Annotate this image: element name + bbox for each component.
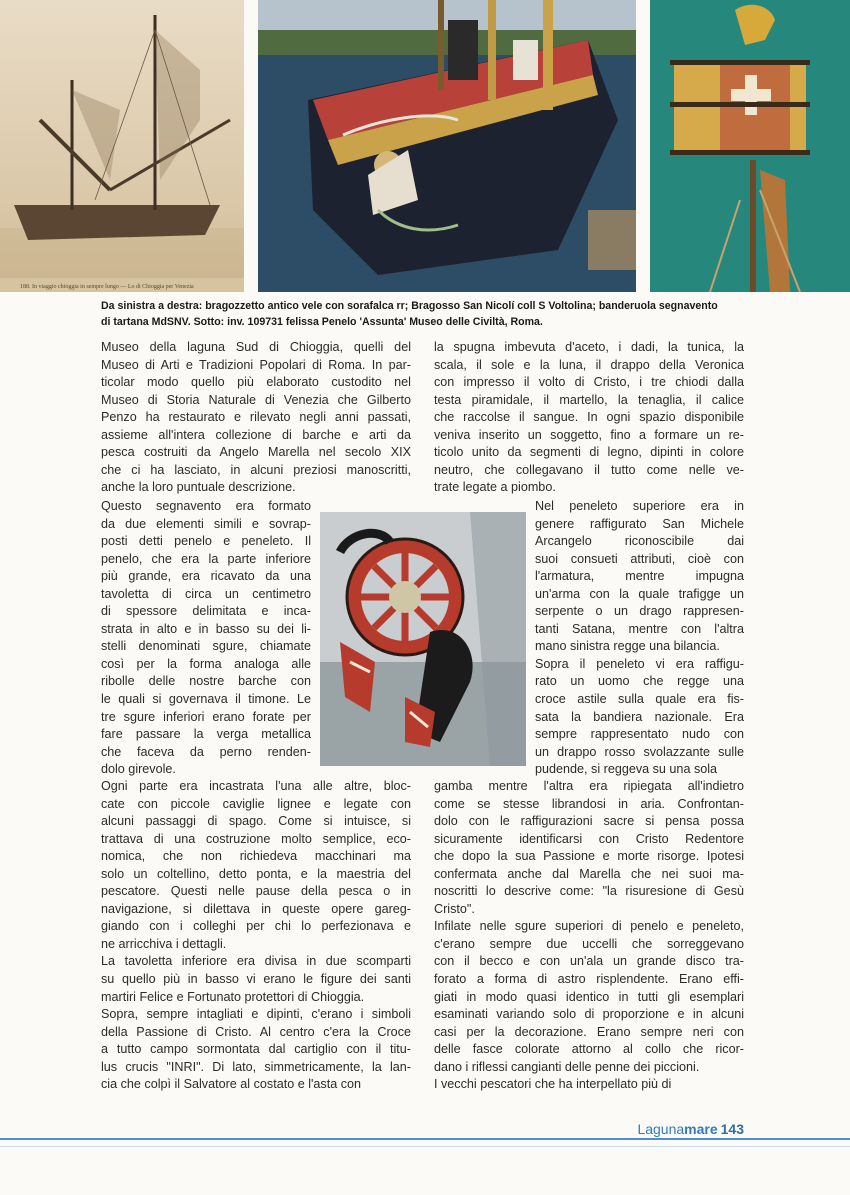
text-line: con impresso il volto di Cristo, i tre chiodi dalla xyxy=(434,375,744,390)
text-line: anche la loro puntuale descrizione. xyxy=(101,480,296,495)
text-line: l'armatura, mentre impugna xyxy=(535,569,744,584)
figure-caption xyxy=(101,298,761,330)
page-folio xyxy=(637,1121,744,1137)
text-line: genere raffigurato San Michele xyxy=(535,516,744,531)
text-line: ticolo unito da segmenti di legno, dipinti in colore xyxy=(434,445,744,460)
text-line: navigazione, si dilettava in queste opere gareg- xyxy=(101,901,411,916)
text-line: c'erano sempre due uccelli che sorreggevano xyxy=(434,936,744,951)
text-line: rato un uomo che regge una xyxy=(535,674,744,689)
text-line: solo un coltellino, detto ponta, e la maestria del xyxy=(101,866,411,881)
text-line: Nel peneleto superiore era in xyxy=(535,499,744,513)
text-line: mano sinistra regge una bilancia. xyxy=(535,639,720,654)
caption-line-2: di tartana MdSNV. Sotto: inv. 109731 felissa Penelo 'Assunta' Museo delle Civiltà, Roma. xyxy=(101,316,543,328)
text-line: a tutto campo sormontata dal cartiglio con il titu- xyxy=(101,1042,411,1057)
text-line: alcuni passaggi di spago. Come si intuisce, si xyxy=(101,814,411,829)
text-line: La tavoletta inferiore era divisa in due scomparti xyxy=(101,954,411,969)
text-line: pesca costruiti da Angelo Marella nel secolo XIX xyxy=(101,445,411,460)
text-line: serpente o un drago rappresen- xyxy=(535,604,744,619)
text-line: suoi consueti attributi, cioè con xyxy=(535,551,744,566)
text-line: le quali si governava il timone. Le xyxy=(101,692,311,707)
text-line: trattava di una costruzione molto semplice, eco- xyxy=(101,831,411,846)
text-line: Sopra il peneleto vi era raffigu- xyxy=(535,656,744,671)
text-line: confermata anche dal Marella che nei suoi ma- xyxy=(434,866,744,881)
column-right-top xyxy=(434,339,744,497)
text-line: fare passare la verga metallica xyxy=(101,727,311,742)
text-line: cate con piccole caviglie lignee e legate con xyxy=(101,796,411,811)
text-line: neutro, che collegavano il tutto come nelle ve- xyxy=(434,462,744,477)
photo-penelo-assunta xyxy=(320,512,526,766)
text-line: sata la bandiera nazionale. Era xyxy=(535,709,744,724)
brand-laguna: Laguna xyxy=(637,1121,685,1137)
brand-mare: mare xyxy=(684,1121,718,1137)
text-line: da due elementi simili e sovrap- xyxy=(101,516,311,531)
text-line: noscritti lo descrive come: "la risuresione di Gesù xyxy=(434,884,744,899)
text-line: delle fasce colorate attorno al collo che ricor- xyxy=(434,1042,744,1057)
column-right-bottom xyxy=(434,778,744,1094)
text-line: ticolar modo quello più elaborato custodito nel xyxy=(101,375,411,390)
column-left-bottom xyxy=(101,778,411,1094)
text-line: della Passione di Cristo. Al centro c'era la Croce xyxy=(101,1024,411,1039)
text-line: ribolle delle nostre barche con xyxy=(101,674,311,689)
caption-line-1: Da sinistra a destra: bragozzetto antico vele con sorafalca rr; Bragosso San Nicolí coll S Voltolina; banderuola segnavento xyxy=(101,300,718,312)
text-line: dano i riflessi cangianti delle penne dei piccioni. xyxy=(434,1059,700,1074)
text-line: su quello più in basso vi erano le figure dei santi xyxy=(101,972,411,987)
text-line: Arcangelo riconoscibile dai xyxy=(535,534,744,549)
text-line: Penzo ha restaurato e rilevato negli anni passati, xyxy=(101,410,411,425)
photo-bragozzetto xyxy=(0,0,244,292)
text-line: la spugna imbevuta d'aceto, i dadi, la tunica, la xyxy=(434,340,744,354)
text-line: martiri Felice e Fortunato protettori di Chioggia. xyxy=(101,989,365,1004)
text-line: croce astile sulla quale era fis- xyxy=(535,692,744,707)
footer-rule xyxy=(0,1138,850,1140)
text-line: I vecchi pescatori che ha interpellato più di xyxy=(434,1077,672,1092)
text-line: ne arricchiva i dettagli. xyxy=(101,936,227,951)
text-line: di spessore delimitata e inca- xyxy=(101,604,311,619)
text-line: veniva inserito un soggetto, fino a formare un re- xyxy=(434,427,744,442)
column-left-wrap xyxy=(101,498,311,779)
text-line: dolo girevole. xyxy=(101,762,176,777)
text-line: Questo segnavento era formato xyxy=(101,499,311,513)
text-line: assieme all'intera collezione di barche e arti da xyxy=(101,427,411,442)
text-line: nomica, che non richiedeva macchinari ma xyxy=(101,849,411,864)
text-line: scala, il sole e la luna, il drappo della Veronica xyxy=(434,357,744,372)
text-line: casi per la decorazione. Erano sempre neri con xyxy=(434,1024,744,1039)
text-line: Museo della laguna Sud di Chioggia, quelli del xyxy=(101,340,411,354)
text-line: esaminati variando solo di proporzione e in alcuni xyxy=(434,1007,744,1022)
text-line: tanti Satana, mentre con l'altra xyxy=(535,621,744,636)
text-line: Ogni parte era incastrata l'una alle altre, bloc- xyxy=(101,779,411,793)
text-line: posti detti penelo e peneleto. Il xyxy=(101,534,311,549)
text-line: testa piramidale, il martello, la tenaglia, il calice xyxy=(434,392,744,407)
text-line: un'arma con la quale trafigge un xyxy=(535,586,744,601)
text-line: con il becco e con un'ala un grande disco tra- xyxy=(434,954,744,969)
text-line: che dopo la sua Passione e morte risorge. Ipotesi xyxy=(434,849,744,864)
text-line: più grande, era ricavato da una xyxy=(101,569,311,584)
text-line: che ci ha lasciato, in alcuni preziosi manoscritti, xyxy=(101,462,411,477)
page-number: 143 xyxy=(720,1121,744,1137)
text-line: trate legate a piombo. xyxy=(434,480,556,495)
text-line: pescatore. Questi nelle pause della pesca o in xyxy=(101,884,411,899)
text-line: forato a forma di astro risplendente. Erano effi- xyxy=(434,972,744,987)
text-line: Museo di Arti e Tradizioni Popolari di Roma. In par- xyxy=(101,357,411,372)
text-line: pudende, si reggeva su una sola xyxy=(535,762,718,777)
text-line: Infilate nelle sgure superiori di penelo e peneleto, xyxy=(434,919,744,934)
text-line: cia che colpì il Salvatore al costato e l'asta con xyxy=(101,1077,362,1092)
text-line: giando con i colleghi per chi lo perfezionava e xyxy=(101,919,411,934)
text-line: che faceva da perno renden- xyxy=(101,744,311,759)
text-line: Cristo". xyxy=(434,901,475,916)
text-line: lus crucis "INRI". Di lato, simmetricamente, la lan- xyxy=(101,1059,411,1074)
footer-rule-light xyxy=(0,1146,850,1147)
text-line: gamba mentre l'altra era ripiegata all'indietro xyxy=(434,779,744,793)
text-line: strata in alto e in basso su dei li- xyxy=(101,621,311,636)
text-line: Sopra, sempre intagliati e dipinti, c'erano i simboli xyxy=(101,1007,411,1022)
text-line: sempre rappresentato nudo con xyxy=(535,727,744,742)
column-left-top xyxy=(101,339,411,497)
text-line: come se stesse librandosi in aria. Confrontan- xyxy=(434,796,744,811)
photo-caption-text: 188. In viaggio chioggia in sempre lungo — Lo di Chioggia per Venezia xyxy=(20,284,194,290)
text-line: così per la forma analoga alle xyxy=(101,656,311,671)
text-line: Museo di Storia Naturale di Venezia che Gilberto xyxy=(101,392,411,407)
photo-bragosso-san-nicoli xyxy=(258,0,636,292)
text-line: tavoletta di circa un centimetro xyxy=(101,586,311,601)
text-line: un drappo rosso svolazzante sulle xyxy=(535,744,744,759)
column-right-wrap xyxy=(535,498,744,779)
text-line: penelo, che era la parte inferiore xyxy=(101,551,311,566)
text-line: sicuramente identificarsi con Cristo Redentore xyxy=(434,831,744,846)
text-line: tre sgure inferiori erano forate per xyxy=(101,709,311,724)
text-line: stelli denominati sgure, chiamate xyxy=(101,639,311,654)
photo-banderuola-segnavento xyxy=(650,0,850,292)
text-line: giati in modo quasi identico in tutti gli esemplari xyxy=(434,989,744,1004)
text-line: dolo con le raffigurazioni sacre si pensa possa xyxy=(434,814,744,829)
text-line: che raccolse il sangue. In ogni spazio disponibile xyxy=(434,410,744,425)
